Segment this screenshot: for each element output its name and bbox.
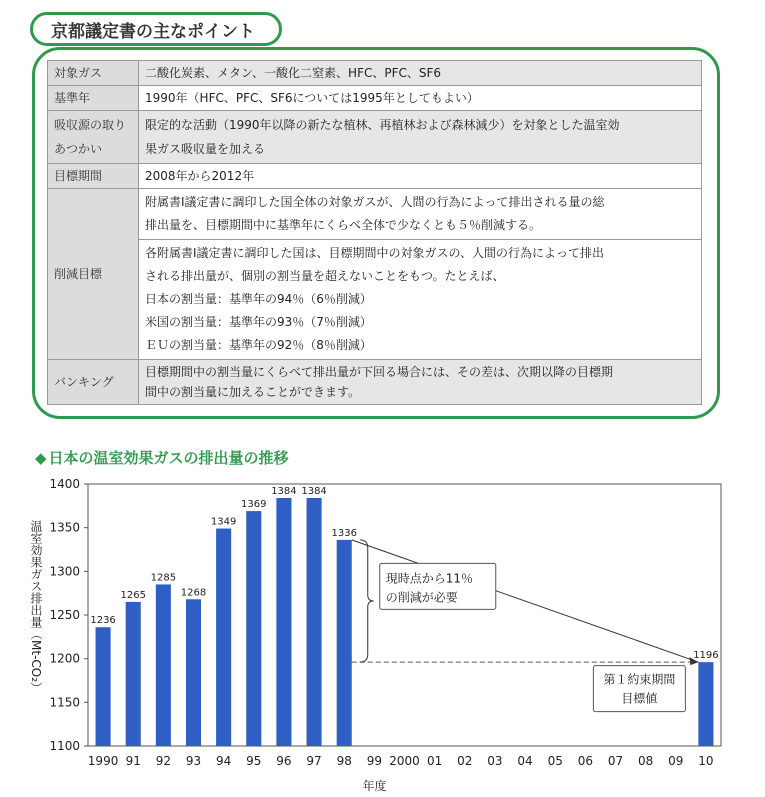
x-tick-label: 98: [336, 754, 352, 768]
row-label: バンキング: [48, 360, 139, 405]
x-tick-label: 91: [125, 754, 141, 768]
data-label: 1268: [180, 587, 207, 599]
row-text: ＥＵの割当量：基準年の92％（8％削減）: [145, 338, 372, 352]
row-content: [139, 61, 702, 86]
row-text: 2008年から2012年: [145, 169, 255, 183]
y-tick-label: 1150: [49, 695, 80, 710]
row-label: 目標期間: [48, 164, 139, 189]
y-tick-label: 1250: [49, 608, 80, 622]
bar: [276, 498, 291, 746]
y-tick-label: 1200: [49, 651, 80, 666]
data-label: 1349: [210, 516, 237, 528]
points-table: [47, 60, 702, 405]
row-text: 各附属書Ⅰ議定書に調印した国は、目標期間中の対象ガスの、人間の行為によって排出: [145, 246, 605, 260]
data-label: 1236: [90, 615, 116, 627]
x-tick-label: 95: [246, 754, 262, 768]
x-tick-label: 06: [577, 754, 593, 768]
x-tick-label: 01: [427, 754, 443, 768]
x-tick-label: 08: [638, 754, 654, 768]
x-tick-label: 97: [306, 754, 322, 768]
x-tick-label: 02: [457, 754, 473, 768]
chart-title-text: 日本の温室効果ガスの排出量の推移: [48, 449, 289, 467]
diamond-icon: ◆: [35, 449, 47, 467]
brace-icon: [360, 540, 374, 662]
row-text: 限定的な活動（1990年以降の新たな植林、再植林および森林減少）を対象とした温室効: [145, 118, 620, 132]
x-tick-label: 92: [155, 754, 171, 768]
row-label: 削減目標: [48, 189, 139, 360]
row-text: 二酸化炭素、メタン、一酸化二窒素、HFC、PFC、SF6: [145, 66, 442, 80]
table-row: [48, 111, 702, 164]
row-text: 米国の割当量：基準年の93％（7％削減）: [145, 315, 372, 329]
row-label: 吸収源の取りあつかい: [48, 111, 139, 164]
row-text: 附属書Ⅰ議定書に調印した国全体の対象ガスが、人間の行為によって排出される量の総: [145, 195, 605, 209]
row-text: 間中の割当量に加えることができます。: [145, 385, 361, 399]
bar: [156, 584, 171, 746]
row-text: 1990年（HFC、PFC、SF6については1995年としてもよい）: [145, 91, 479, 105]
row-text: 日本の割当量：基準年の94％（6％削減）: [145, 292, 372, 306]
bar: [216, 529, 231, 746]
x-tick-label: 09: [668, 754, 684, 768]
chart-title: [35, 447, 289, 468]
row-content: [139, 86, 702, 111]
row-text: される排出量が、個別の割当量を超えないことをもつ。たとえば、: [145, 269, 505, 283]
x-tick-label: 2000: [389, 754, 420, 768]
x-tick-label: 04: [517, 754, 533, 768]
y-tick-label: 1400: [49, 477, 80, 491]
data-label: 1285: [150, 572, 177, 584]
row-text: 果ガス吸収量を加える: [145, 142, 266, 156]
bar: [126, 602, 141, 746]
x-tick-label: 96: [276, 754, 292, 768]
row-content: [139, 164, 702, 189]
row-content: [139, 360, 702, 405]
table-row: [48, 61, 702, 86]
reduction-annotation-text: の削減が必要: [385, 590, 458, 605]
reduction-annotation-text: 現時点から11％: [385, 571, 474, 586]
data-label: 1265: [120, 589, 146, 601]
section-heading: [30, 12, 282, 46]
data-label: 1384: [271, 485, 297, 497]
reduction-block-2: [139, 240, 701, 359]
x-tick-label: 1990: [87, 754, 119, 768]
target-annotation-text: 第１約束期間: [603, 672, 676, 687]
data-label: 1384: [301, 485, 327, 497]
y-tick-label: 1300: [49, 564, 80, 579]
data-label: 1369: [241, 499, 267, 511]
row-content: [139, 111, 702, 164]
bar: [96, 627, 111, 746]
x-tick-label: 10: [698, 754, 714, 768]
x-tick-label: 94: [216, 754, 232, 768]
x-tick-label: 93: [185, 754, 202, 768]
bar: [186, 599, 201, 746]
bar: [698, 662, 713, 746]
row-text: 目標期間中の割当量にくらべて排出量が下回る場合には、その差は、次期以降の目標期: [145, 365, 614, 379]
table-row: [48, 360, 702, 405]
table-row: [48, 164, 702, 189]
bar: [307, 498, 322, 746]
emissions-chart: [0, 470, 765, 797]
table-row: [48, 86, 702, 111]
x-axis-label: 年度: [362, 779, 387, 793]
bar: [246, 511, 261, 746]
reduction-block-1: [139, 189, 701, 240]
row-label: 基準年: [48, 86, 139, 111]
y-tick-label: 1100: [49, 739, 80, 753]
data-label: 1336: [331, 527, 357, 539]
section-heading-text: 京都議定書の主なポイント: [51, 21, 255, 42]
bar: [337, 540, 352, 746]
target-annotation-text: 目標値: [621, 691, 658, 706]
y-tick-label: 1350: [49, 520, 80, 535]
table-row: [48, 189, 702, 360]
row-text: 排出量を、目標期間中に基準年にくらべ全体で少なくとも５％削減する。: [145, 218, 542, 232]
x-tick-label: 99: [366, 754, 382, 768]
x-tick-label: 03: [487, 754, 503, 768]
x-tick-label: 07: [607, 754, 624, 768]
y-axis-label: 温室効果ガス排出量（Mt-CO₂）: [29, 520, 43, 695]
row-label: 対象ガス: [48, 61, 139, 86]
row-content: [139, 189, 702, 360]
data-label: 1196: [693, 650, 719, 662]
x-tick-label: 05: [547, 754, 563, 768]
